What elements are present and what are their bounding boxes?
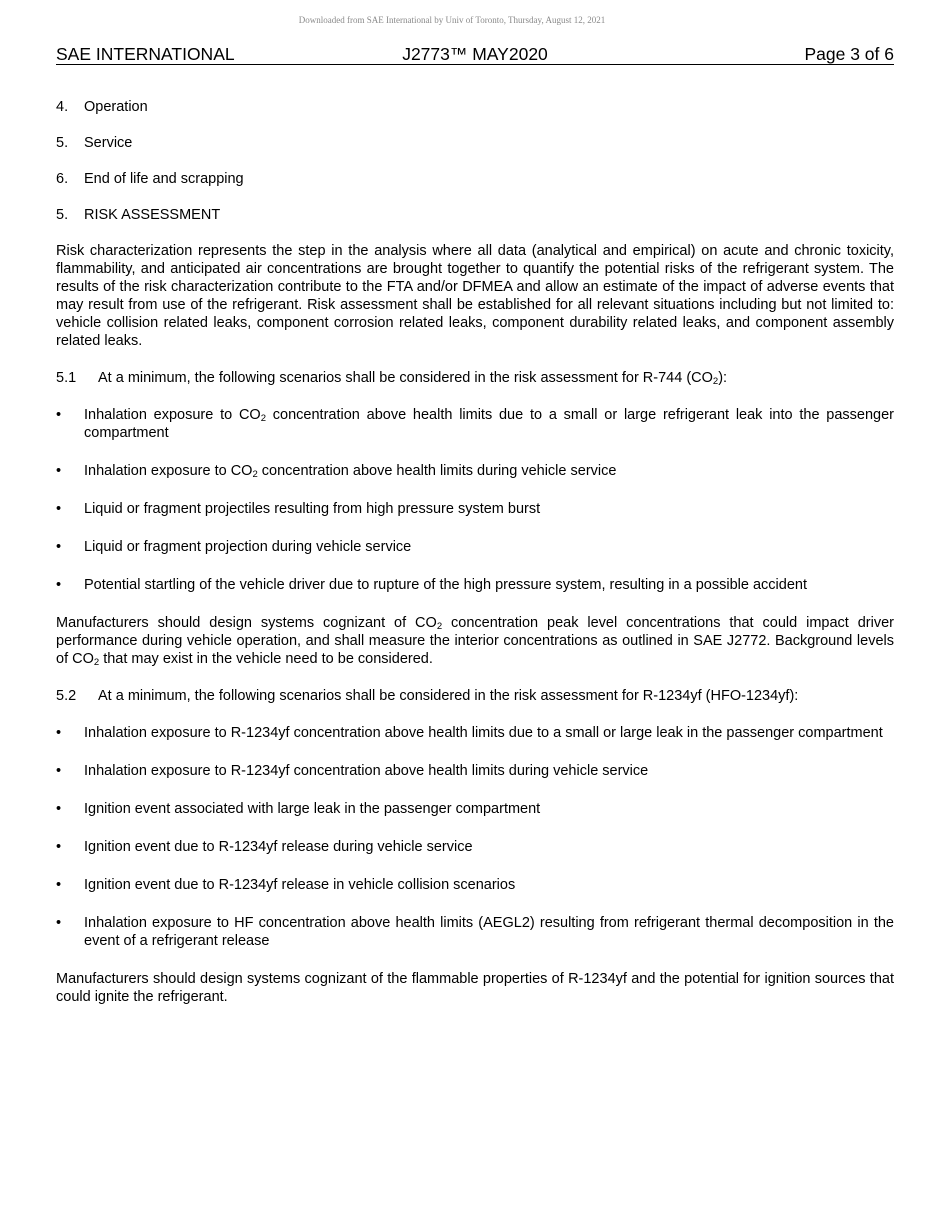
bullet-icon: • <box>56 407 62 423</box>
download-watermark: Downloaded from SAE International by Univ of Toronto, Thursday, August 12, 2021 <box>298 15 606 25</box>
bullet-icon: • <box>56 539 62 555</box>
list-item: 6. End of life and scrapping <box>56 171 244 187</box>
header-doc-id: J2773™ MAY2020 <box>402 44 548 64</box>
list-item: • Ignition event due to R-1234yf release in vehicle collision scenarios <box>56 877 516 893</box>
section-5-1-heading: 5.1 At a minimum, the following scenarios shall be considered in the risk assessment for R-744 $(CO_2)$: <box>56 370 728 387</box>
list-item: • Ignition event associated with large leak in the passenger compartment <box>56 801 541 817</box>
list-item: • Inhalation exposure to R-1234yf concentration above health limits due to a small or large leak in the passenger compartment <box>56 725 883 741</box>
list-item: • Inhalation exposure to HF concentration above health limits (AEGL2) resulting from refrigerant thermal decomposition in the event of a refrigerant release <box>56 915 894 949</box>
bullet-icon: • <box>56 577 62 593</box>
co2-closing-paragraph: Manufacturers should design systems cognizant of $CO_2$ concentration peak level concentrations that could impact driver performance during vehicle operation, and shall measure the interior concentrations as outlined in SAE J2772. Background levels of $CO_2$ that may exist in the vehicle need to be considered. <box>56 615 894 668</box>
risk-characterization-paragraph: Risk characterization represents the step in the analysis where all data (analytical and empirical) on acute and chronic toxicity, flammability, and anticipated air concentrations are brought together to quantify the potential risks of the refrigerant system. The results of the risk characterization contribute to the FTA and/or DFMEA and allow an estimate of the impact of adverse events that may result from use of the refrigerant. Risk assessment shall be established for all relevant situations including but not limited to: vehicle collision related leaks, component corrosion related leaks, component durability related leaks, and component assembly related leaks. <box>56 243 894 349</box>
list-item: • Inhalation exposure to $CO_2$ concentration above health limits during vehicle service <box>56 463 617 480</box>
list-item: 4. Operation <box>56 99 148 115</box>
bullet-icon: • <box>56 463 62 479</box>
document-body <box>56 98 894 1025</box>
section-heading-risk-assessment: 5. RISK ASSESSMENT <box>56 207 221 223</box>
bullet-icon: • <box>56 725 62 741</box>
list-item: • Inhalation exposure to R-1234yf concentration above health limits during vehicle service <box>56 763 649 779</box>
bullet-icon: • <box>56 877 62 893</box>
bullet-icon: • <box>56 839 62 855</box>
header-org: SAE INTERNATIONAL <box>56 44 235 64</box>
list-item: • Ignition event due to R-1234yf release during vehicle service <box>56 839 473 855</box>
section-5-2-heading: 5.2 At a minimum, the following scenarios shall be considered in the risk assessment for R-1234yf (HFO-1234yf): <box>56 688 799 704</box>
header-page-number: Page 3 of 6 <box>804 44 894 64</box>
bullet-icon: • <box>56 763 62 779</box>
bullet-icon: • <box>56 801 62 817</box>
list-item: 5. Service <box>56 135 133 151</box>
list-item: • Inhalation exposure to $CO_2$ concentration above health limits due to a small or large refrigerant leak into the passenger compartment <box>56 407 895 441</box>
page-header <box>56 44 894 65</box>
flammability-closing-paragraph: Manufacturers should design systems cognizant of the flammable properties of R-1234yf and the potential for ignition sources that could ignite the refrigerant. <box>56 971 894 1005</box>
list-item: • Potential startling of the vehicle driver due to rupture of the high pressure system, resulting in a possible accident <box>56 577 807 593</box>
bullet-icon: • <box>56 915 62 931</box>
bullet-icon: • <box>56 501 62 517</box>
list-item: • Liquid or fragment projection during vehicle service <box>56 539 412 555</box>
list-item: • Liquid or fragment projectiles resulting from high pressure system burst <box>56 501 541 517</box>
